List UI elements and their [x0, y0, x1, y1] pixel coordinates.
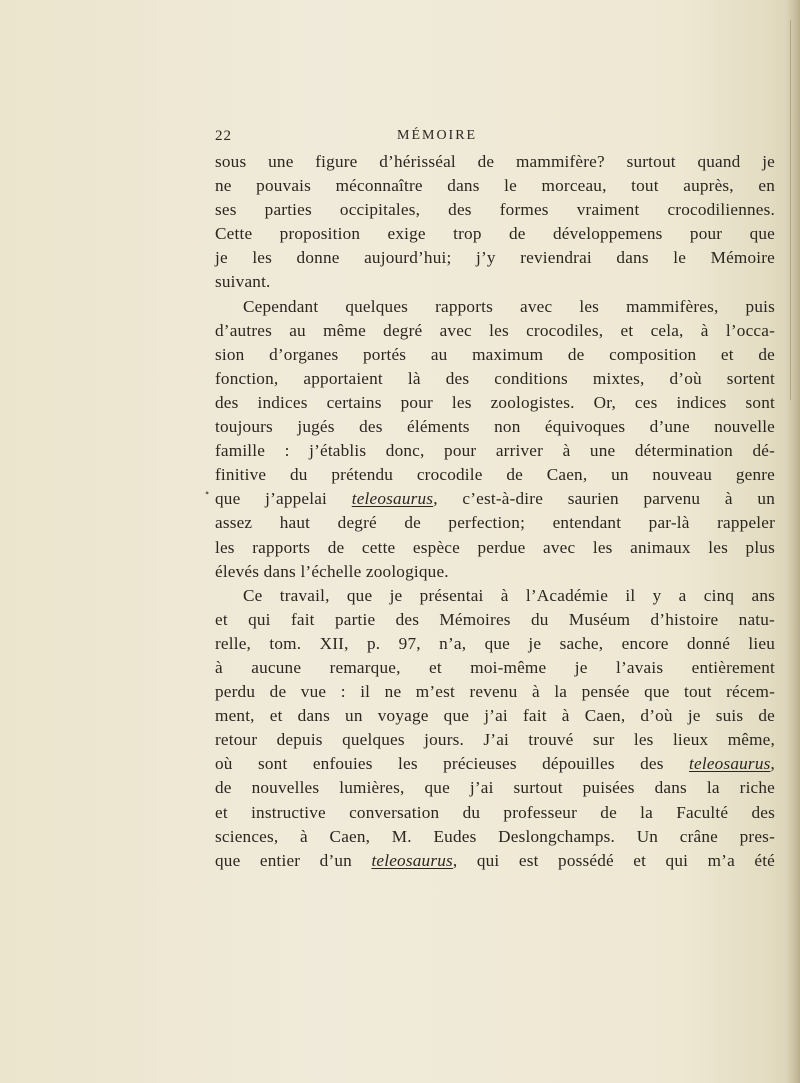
text-line: retour depuis quelques jours. J’ai trouvé sur les lieux même,: [215, 730, 775, 750]
text-line: sciences, à Caen, M. Eudes Deslongchamps. Un crâne pres-: [215, 826, 775, 846]
margin-mark: •: [205, 486, 210, 500]
text-line: perdu de vue : il ne m’est revenu à la pensée que tout récem-: [215, 682, 775, 702]
text-line: suivant.: [215, 272, 271, 292]
text-line: élevés dans l’échelle zoologique.: [215, 561, 449, 581]
text-line: d’autres au même degré avec les crocodiles, et cela, à l’occa-: [215, 320, 775, 340]
text-line: assez haut degré de perfection; entendant par-là rappeler: [215, 513, 775, 533]
text-line: ses parties occipitales, des formes vraiment crocodiliennes.: [215, 200, 775, 220]
page-gutter-shadow: [786, 0, 800, 1083]
text-line: que j’appelai teleosaurus, c’est-à-dire saurien parvenu à un: [215, 489, 775, 509]
text-line: et qui fait partie des Mémoires du Muséum d’histoire natu-: [215, 609, 775, 629]
text-line: sion d’organes portés au maximum de composition et de: [215, 344, 775, 364]
text-line: ment, et dans un voyage que j’ai fait à Caen, d’où je suis de: [215, 706, 775, 726]
text-line: à aucune remarque, et moi-même je l’avais entièrement: [215, 657, 775, 677]
text-line: que entier d’un teleosaurus, qui est possédé et qui m’a été: [215, 850, 775, 870]
text-line: je les donne aujourd’hui; j’y reviendrai dans le Mémoire: [215, 248, 775, 268]
text-line: finitive du prétendu crocodile de Caen, un nouveau genre: [215, 465, 775, 485]
text-line: les rapports de cette espèce perdue avec les animaux les plus: [215, 537, 775, 557]
text-line: des indices certains pour les zoologistes. Or, ces indices sont: [215, 392, 775, 412]
page-header: [215, 128, 775, 150]
text-line: Ce travail, que je présentai à l’Académie il y a cinq ans: [243, 585, 775, 605]
text-line: de nouvelles lumières, que j’ai surtout puisées dans la riche: [215, 778, 775, 798]
page-number: 22: [215, 128, 232, 144]
italic-genus-name: teleosaurus: [689, 754, 771, 774]
text-line: famille : j’établis donc, pour arriver à une détermination dé-: [215, 441, 775, 461]
italic-genus-name: teleosaurus: [371, 850, 453, 870]
text-line: relle, tom. XII, p. 97, n’a, que je sache, encore donné lieu: [215, 633, 775, 653]
text-line: sous une figure d’hérisséal de mammifère? surtout quand je: [215, 152, 775, 171]
text-line: Cette proposition exige trop de développemens pour que: [215, 224, 775, 244]
running-head: MÉMOIRE: [397, 128, 478, 143]
text-line: ne pouvais méconnaître dans le morceau, tout auprès, en: [215, 176, 775, 196]
text-line: toujours jugés des éléments non équivoques d’une nouvelle: [215, 417, 775, 437]
text-line: où sont enfouies les précieuses dépouilles des teleosaurus,: [215, 754, 775, 774]
text-line: et instructive conversation du professeur de la Faculté des: [215, 802, 775, 822]
page-edge-line: [790, 20, 791, 400]
text-line: Cependant quelques rapports avec les mammifères, puis: [243, 296, 775, 316]
italic-genus-name: teleosaurus: [351, 489, 434, 509]
text-line: fonction, apportaient là des conditions mixtes, d’où sortent: [215, 368, 775, 388]
body-text: [215, 150, 775, 873]
